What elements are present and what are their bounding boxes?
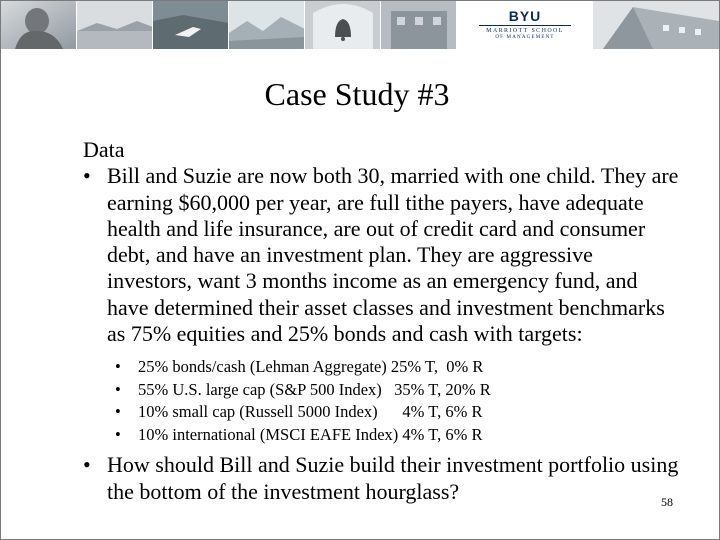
target-item <box>115 379 683 402</box>
bullet-text: Bill and Suzie are now both 30, married with one child. They are earning $60,000 per year, are full tithe payers, have adequate health and life insurance, are out of credit card and consumer debt, and have an investment plan. They are aggressive investors, want 3 months income as an emergency fund, and have determined their asset classes and investment benchmarks as 75% equities and 25% bonds and cash with targets: <box>107 163 679 347</box>
target-item <box>115 424 683 447</box>
bullet-text: How should Bill and Suzie build their investment portfolio using the bottom of the investment hourglass? <box>107 452 679 504</box>
bullet-symbol: • <box>83 452 91 478</box>
target-text: 25% bonds/cash (Lehman Aggregate) 25% T, 0% R <box>138 357 484 377</box>
target-text: 10% small cap (Russell 5000 Index) 4% T, 6% R <box>138 402 483 422</box>
bullet-item <box>83 163 683 347</box>
banner-photo-building <box>381 1 457 49</box>
sub-bullet-symbol: • <box>115 379 121 399</box>
byu-wordmark: BYU <box>508 8 542 24</box>
targets-list <box>83 356 683 446</box>
banner-photo-y-mountain <box>153 1 229 49</box>
page-number: 58 <box>661 495 673 509</box>
section-label: Data <box>83 137 125 162</box>
banner-photo-bell <box>305 1 381 49</box>
logo-school-subtitle: OF MANAGEMENT <box>495 35 555 40</box>
header-banner <box>1 1 719 49</box>
target-item <box>115 401 683 424</box>
slide-content <box>83 137 683 505</box>
byu-marriott-logo <box>457 1 593 49</box>
sub-bullet-symbol: • <box>115 357 121 377</box>
bullet-item <box>83 452 683 505</box>
sub-bullet-symbol: • <box>115 402 121 422</box>
logo-school-name: MARRIOTT SCHOOL <box>486 28 564 34</box>
banner-photo-statue <box>1 1 77 49</box>
target-text: 55% U.S. large cap (S&P 500 Index) 35% T, 20% R <box>138 379 491 399</box>
bullet-symbol: • <box>83 163 91 189</box>
target-item <box>115 356 683 379</box>
banner-photo-mountains <box>229 1 305 49</box>
banner-photo-landscape <box>77 1 153 49</box>
slide-title: Case Study #3 <box>264 76 450 112</box>
logo-divider <box>479 25 571 26</box>
target-text: 10% international (MSCI EAFE Index) 4% T, 6% R <box>138 424 483 444</box>
banner-photo-tower <box>593 1 719 49</box>
sub-bullet-symbol: • <box>115 424 121 444</box>
